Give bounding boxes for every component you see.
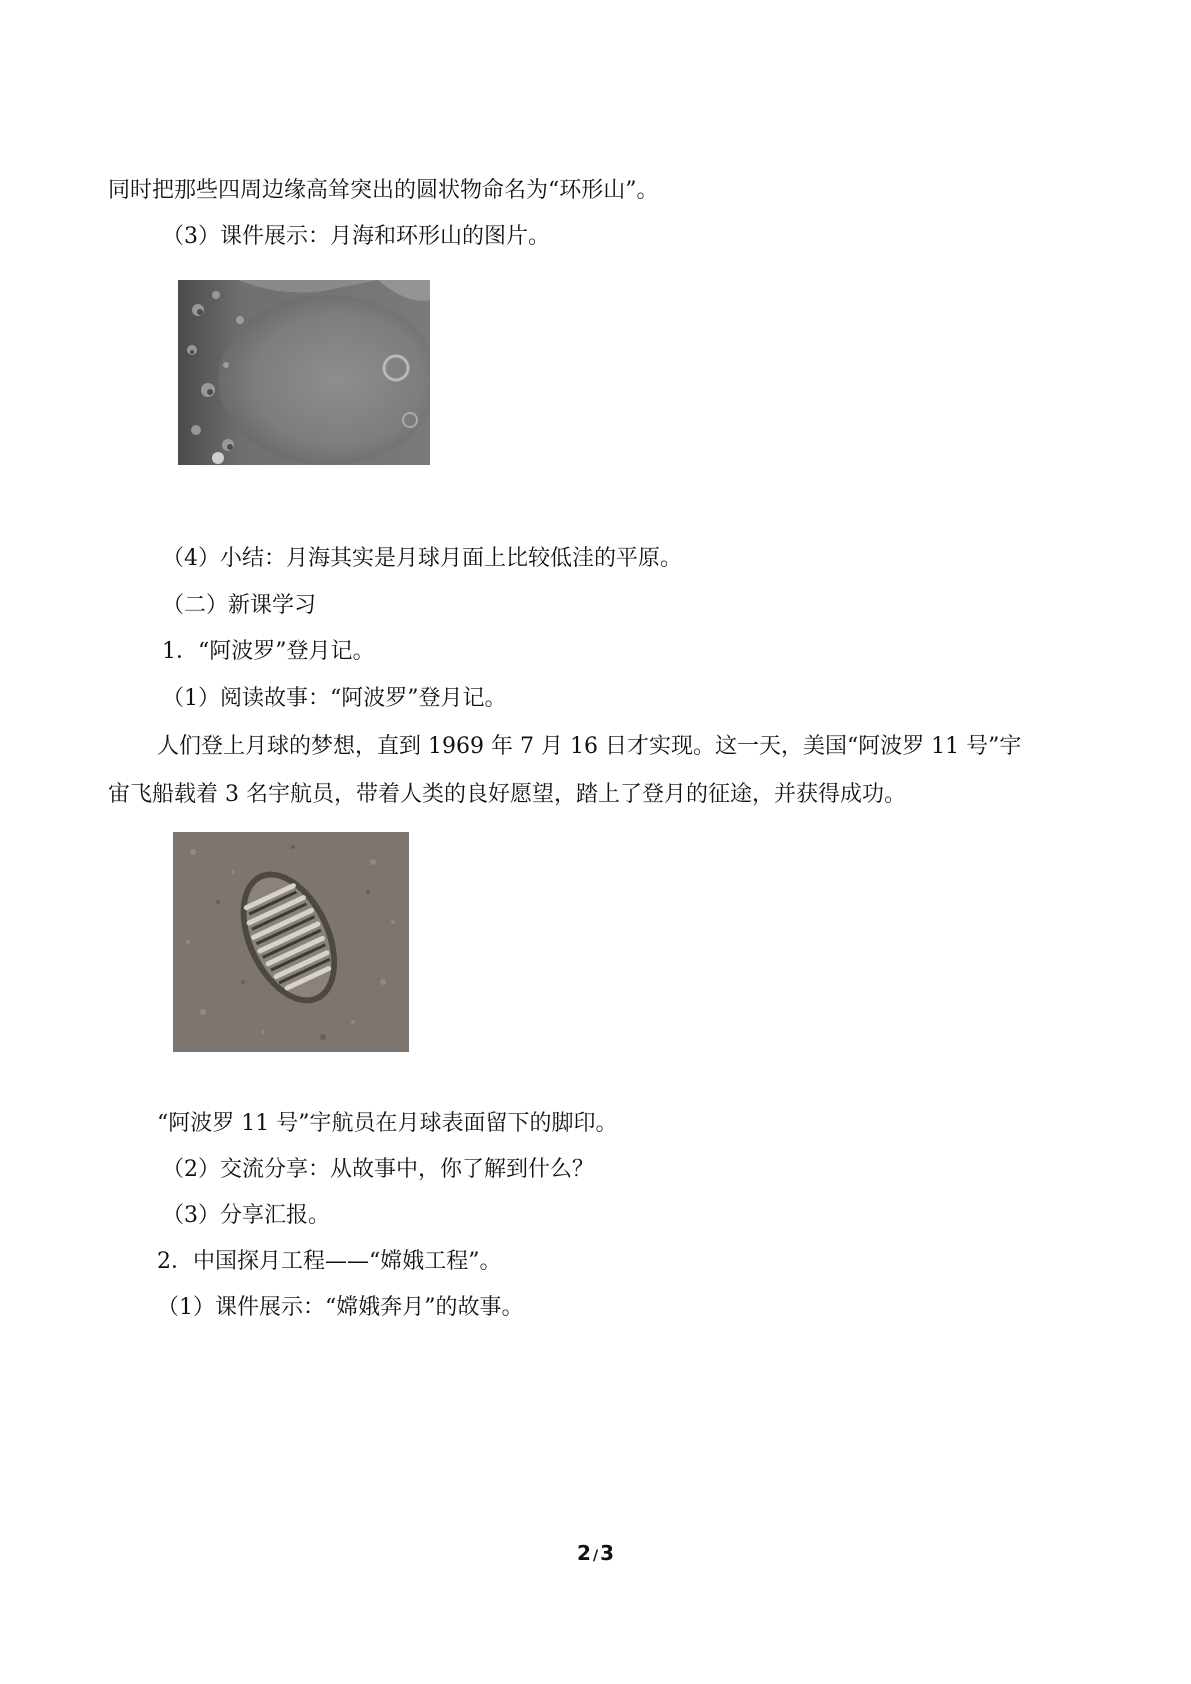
paragraph-summary: （4）小结：月海其实是月球月面上比较低洼的平原。 <box>162 546 682 571</box>
page-number <box>0 1540 1191 1569</box>
page-total: 3 <box>600 1541 614 1565</box>
section-heading-new-lesson: （二）新课学习 <box>162 593 317 618</box>
paragraph-courseware-maria: （3）课件展示：月海和环形山的图片。 <box>162 224 550 249</box>
footprint-photo <box>173 832 409 1052</box>
paragraph-story-line2: 宙飞船载着 3 名宇航员，带着人类的良好愿望，踏上了登月的征途，并获得成功。 <box>108 782 906 807</box>
paragraph-story-line1: 人们登上月球的梦想，直到 1969 年 7 月 16 日才实现。这一天，美国“阿波罗 11 号”宇 <box>157 734 1022 759</box>
paragraph-change-story: （1）课件展示：“嫦娥奔月”的故事。 <box>157 1295 524 1320</box>
paragraph-ring-mountains: 同时把那些四周边缘高耸突出的圆状物命名为“环形山”。 <box>108 178 659 203</box>
subheading-change-project: 2．中国探月工程——“嫦娥工程”。 <box>157 1249 502 1274</box>
page-current: 2 <box>577 1541 591 1565</box>
caption-footprint: “阿波罗 11 号”宇航员在月球表面留下的脚印。 <box>157 1111 618 1136</box>
page-separator: / <box>592 1548 599 1564</box>
subheading-apollo: 1．“阿波罗”登月记。 <box>162 639 375 664</box>
paragraph-discussion: （2）交流分享：从故事中，你了解到什么？ <box>162 1157 594 1182</box>
paragraph-report: （3）分享汇报。 <box>162 1203 330 1228</box>
moon-maria-photo <box>178 280 430 465</box>
paragraph-read-story: （1）阅读故事：“阿波罗”登月记。 <box>162 686 507 711</box>
